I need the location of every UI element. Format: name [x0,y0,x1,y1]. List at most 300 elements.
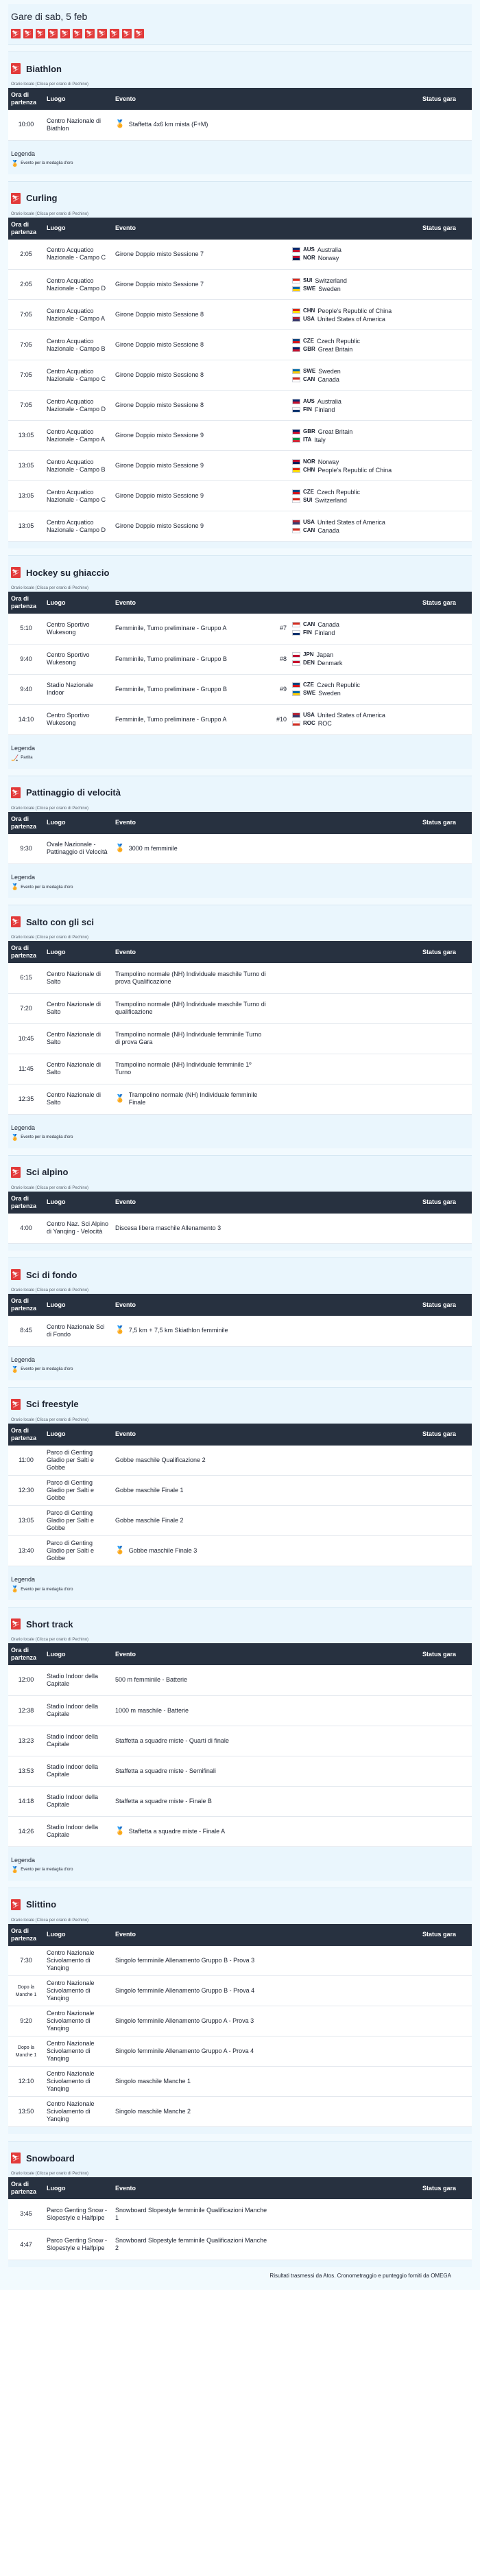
status-cell [420,240,472,270]
team-entry[interactable] [292,277,417,285]
event-name: Singolo femminile Allenamento Gruppo B - Prova 4 [115,1987,255,1994]
event-cell[interactable] [112,1476,270,1506]
header-start-time [8,1643,44,1665]
section-header [8,56,472,82]
status-cell [420,1316,472,1346]
table-row[interactable] [8,2067,472,2097]
team-entry[interactable] [292,406,417,414]
table-row[interactable] [8,511,472,542]
legend-item [11,1586,469,1593]
start-time [8,421,44,451]
venue[interactable]: Parco Genting Snow -Slopestyle e Halfpipe [44,2229,112,2260]
legend [8,735,472,762]
event-cell[interactable] [112,240,270,270]
team-entry[interactable] [292,526,417,535]
event-cell[interactable] [112,1665,270,1695]
country-name: People's Republic of China [317,466,392,474]
curling-icon[interactable]: ⛷ [24,30,32,37]
event-cell[interactable] [112,270,270,300]
venue[interactable]: Stadio Indoor della Capitale [44,1695,112,1726]
table-row[interactable] [8,2199,472,2229]
venue[interactable]: Centro Acquatico Nazionale - Campo D [44,391,112,421]
event-cell[interactable] [112,993,270,1023]
status-cell [420,1536,472,1566]
legend-item [11,1134,469,1141]
section-title: Sci di fondo [26,1269,77,1280]
country-code: ITA [303,436,312,443]
venue[interactable]: Centro Nazionale di Salto [44,1084,112,1114]
table-row[interactable] [8,1665,472,1695]
status-cell [420,2199,472,2229]
table-row[interactable] [8,2037,472,2067]
team-entry[interactable] [292,375,417,384]
table-row[interactable] [8,963,472,993]
team-entry[interactable] [292,458,417,466]
country-code: USA [303,518,315,525]
header-event: Evento [115,224,136,231]
event-cell[interactable] [112,1506,270,1536]
table-row[interactable] [8,1023,472,1054]
venue[interactable]: Centro Nazionale di Biathlon [44,110,112,140]
team-entry[interactable] [292,629,417,637]
table-row[interactable] [8,300,472,330]
legend-title: Legenda [11,1356,36,1363]
header-status: Status gara [422,819,457,826]
teams-cell[interactable] [289,704,420,734]
header-status: Status gara [422,95,457,102]
table-row[interactable] [8,1316,472,1346]
teams-cell[interactable] [289,451,420,481]
header-venue: Luogo [47,1931,66,1938]
match-number [270,511,289,542]
header-event: Evento [115,2184,136,2192]
header-venue: Luogo [47,2184,66,2192]
team-entry[interactable] [292,496,417,504]
status-cell [420,614,472,644]
team-entry[interactable] [292,681,417,689]
teams-cell[interactable] [289,511,420,542]
table-row[interactable] [8,1976,472,2006]
table-row[interactable] [8,421,472,451]
section-title: Short track [26,1618,73,1629]
header-start-time [8,592,44,614]
header-start-time-line1: Ora di [11,944,29,951]
status-cell [420,2006,472,2037]
header-start-time [8,1192,44,1214]
event-cell[interactable] [112,1726,270,1756]
table-row[interactable] [8,1726,472,1756]
table-row[interactable] [8,330,472,360]
start-time [8,1084,44,1114]
gold-medal-icon: 🏅 [11,1133,19,1141]
event-cell[interactable] [112,1946,270,1976]
section-title: Hockey su ghiaccio [26,567,110,578]
legend-title: Legenda [11,1856,36,1864]
status-cell [420,1054,472,1084]
team-entry[interactable] [292,518,417,526]
header-start-time-line2: partenza [11,1434,37,1441]
table-row[interactable] [8,481,472,511]
event-name: Trampolino normale (NH) Individuale maschile Turno di qualificazione [115,1001,266,1015]
event-cell[interactable] [112,2006,270,2037]
table-row[interactable] [8,2229,472,2260]
event-name: 3000 m femminile [128,844,178,852]
table-row[interactable] [8,704,472,734]
start-time [8,1756,44,1786]
start-time [8,451,44,481]
venue[interactable]: Centro Acquatico Nazionale - Campo D [44,511,112,542]
legend-title: Legenda [11,150,36,157]
timezone-toggle[interactable]: Orario locale (Clicca per orario di Pechino) [11,1918,89,1923]
teams-cell[interactable] [289,360,420,391]
venue[interactable]: Centro Acquatico Nazionale - Campo C [44,481,112,511]
short-track-icon[interactable]: ⛷ [110,30,119,37]
event-cell[interactable] [112,481,270,511]
country-code: AUS [303,397,315,404]
table-row[interactable] [8,240,472,270]
team-entry[interactable] [292,711,417,719]
table-row[interactable] [8,1054,472,1084]
event-name: Girone Doppio misto Sessione 8 [115,402,204,408]
timezone-toggle[interactable]: Orario locale (Clicca per orario di Pechino) [11,1288,89,1292]
venue[interactable]: Parco di Genting Gladio per Salti e Gobbe [44,1536,112,1566]
table-row[interactable] [8,2097,472,2127]
country-flag-icon [292,652,300,658]
header-match-number [270,592,289,614]
gold-medal-icon: 🏅 [115,1546,125,1555]
venue[interactable]: Centro Nazionale di Salto [44,1054,112,1084]
event-cell[interactable] [112,834,270,864]
country-code: CZE [303,337,314,344]
alpine-skiing-icon[interactable]: ⛷ [73,30,82,37]
header-venue: Luogo [47,1650,66,1658]
country-flag-icon [292,338,300,344]
team-entry[interactable] [292,466,417,474]
start-time-text: 5:10 [20,625,32,632]
section-title: Sci alpino [26,1167,69,1177]
timezone-toggle[interactable]: Orario locale (Clicca per orario di Pechino) [11,806,89,811]
venue[interactable]: Centro Nazionale Scivolamento di Yanqing [44,1976,112,2006]
team-entry[interactable] [292,488,417,496]
luge-icon[interactable]: ⛷ [123,30,131,37]
event-cell[interactable] [112,511,270,542]
table-row[interactable] [8,391,472,421]
event-name: Femminile, Turno preliminare - Gruppo A [115,625,227,632]
team-entry[interactable] [292,285,417,293]
teams-cell[interactable] [289,240,420,270]
footer-credits: Risultati trasmessi da Atos. Cronometraggio e punteggio forniti da OMEGA [269,2272,451,2279]
start-time-text: 7:05 [20,341,32,348]
table-row[interactable] [8,451,472,481]
table-row[interactable] [8,360,472,391]
header-spacer [270,88,420,110]
teams-cell[interactable] [289,674,420,704]
table-row[interactable] [8,674,472,704]
timezone-toggle[interactable]: Orario locale (Clicca per orario di Pechino) [11,1417,89,1422]
header-start-time-line1: Ora di [11,1426,29,1434]
table-row[interactable] [8,1695,472,1726]
event-cell[interactable] [112,704,270,734]
empty-cell [270,1084,420,1114]
teams-cell[interactable] [289,330,420,360]
timezone-toggle[interactable]: Orario locale (Clicca per orario di Pechino) [11,1185,89,1190]
freestyle-icon[interactable]: ⛷ [98,30,106,37]
start-time [8,2037,44,2067]
event-cell[interactable] [112,391,270,421]
event-cell[interactable] [112,2199,270,2229]
legend-title: Legenda [11,744,36,752]
venue[interactable]: Centro Acquatico Nazionale - Campo B [44,330,112,360]
cross-country-icon[interactable]: ⛷ [86,30,94,37]
team-entry[interactable] [292,397,417,406]
header-event: Evento [115,95,136,102]
timezone-toggle[interactable]: Orario locale (Clicca per orario di Pechino) [11,2172,89,2176]
venue[interactable]: Centro Acquatico Nazionale - Campo A [44,300,112,330]
venue[interactable]: Centro Sportivo Wukesong [44,644,112,674]
country-flag-icon [292,377,300,382]
event-cell[interactable] [112,644,270,674]
ski-jumping-icon[interactable]: ⛷ [61,30,69,37]
table-row[interactable] [8,110,472,140]
venue[interactable]: Centro Naz. Sci Alpino di Yanqing - Velocità [44,1214,112,1244]
teams-cell[interactable] [289,421,420,451]
venue[interactable]: Centro Nazionale Scivolamento di Yanqing [44,2037,112,2067]
start-time-text: 6:15 [20,974,32,982]
header-start-time [8,812,44,834]
header-start-time-line1: Ora di [11,220,29,228]
legend [8,864,472,891]
status-cell [420,2067,472,2097]
event-name: Singolo maschile Manche 1 [115,2078,191,2085]
table-row[interactable] [8,1536,472,1566]
start-time-text: 13:05 [18,462,34,469]
venue[interactable]: Ovale Nazionale - Pattinaggio di Velocità [44,834,112,864]
venue[interactable]: Centro Nazionale Scivolamento di Yanqing [44,2006,112,2037]
start-time [8,1316,44,1346]
country-code: USA [303,712,315,718]
table-row[interactable] [8,1214,472,1244]
event-cell[interactable] [112,2037,270,2067]
team-entry[interactable] [292,659,417,667]
table-row[interactable] [8,1786,472,1816]
legend-text: Evento per la medaglia d'oro [21,1587,73,1592]
gold-medal-icon: 🏅 [11,1365,19,1373]
country-name: Finland [314,406,335,413]
team-entry[interactable] [292,367,417,375]
table-header-row [8,941,472,963]
team-entry[interactable] [292,651,417,659]
country-name: Sweden [318,285,341,292]
status-cell [420,1084,472,1114]
ice-hockey-icon: ⛷ [11,567,21,578]
venue[interactable]: Centro Nazionale Sci di Fondo [44,1316,112,1346]
country-flag-icon [292,255,300,261]
venue[interactable]: Centro Acquatico Nazionale - Campo D [44,270,112,300]
teams-cell[interactable] [289,391,420,421]
event-cell[interactable] [112,360,270,391]
timezone-toggle[interactable]: Orario locale (Clicca per orario di Pechino) [11,82,89,86]
table-row[interactable] [8,270,472,300]
header-start-time-line2: partenza [11,952,37,959]
venue[interactable]: Centro Sportivo Wukesong [44,614,112,644]
speed-skating-icon[interactable]: ⛷ [49,30,57,37]
venue[interactable]: Parco di Genting Gladio per Salti e Gobbe [44,1476,112,1506]
event-cell[interactable] [112,2229,270,2260]
header-status: Status gara [422,2184,457,2192]
teams-cell[interactable] [289,614,420,644]
start-time-text: 7:05 [20,311,32,318]
country-code: SUI [303,496,313,503]
header-spacer [270,1424,420,1446]
venue[interactable]: Parco di Genting Gladio per Salti e Gobbe [44,1506,112,1536]
event-cell[interactable] [112,451,270,481]
team-entry[interactable] [292,254,417,262]
team-entry[interactable] [292,246,417,254]
empty-cell [270,834,420,864]
start-time-text: 12:30 [18,1487,34,1494]
table-row[interactable] [8,1476,472,1506]
event-cell[interactable] [112,1786,270,1816]
table-row[interactable] [8,1816,472,1846]
venue[interactable]: Centro Acquatico Nazionale - Campo C [44,240,112,270]
event-name: 7,5 km + 7,5 km Skiathlon femminile [128,1327,228,1334]
venue[interactable]: Stadio Indoor della Capitale [44,1756,112,1786]
table-row[interactable] [8,993,472,1023]
venue[interactable]: Stadio Indoor della Capitale [44,1786,112,1816]
teams-cell[interactable] [289,644,420,674]
event-cell[interactable] [112,1816,270,1846]
country-name: Czech Republic [317,488,361,496]
venue[interactable]: Stadio Indoor della Capitale [44,1816,112,1846]
header-venue: Luogo [47,819,66,826]
legend-text: Evento per la medaglia d'oro [21,1367,73,1371]
venue[interactable]: Centro Acquatico Nazionale - Campo A [44,421,112,451]
country-name: Canada [317,526,339,534]
team-entry[interactable] [292,436,417,444]
teams-cell[interactable] [289,270,420,300]
table-row[interactable] [8,1446,472,1476]
event-cell[interactable] [112,1536,270,1566]
team-entry[interactable] [292,428,417,436]
sport-filter-icons [11,29,469,38]
empty-cell [270,2037,420,2067]
ice-hockey-icon[interactable]: ⛷ [36,30,45,37]
venue[interactable]: Centro Nazionale di Salto [44,1023,112,1054]
venue[interactable]: Centro Nazionale di Salto [44,993,112,1023]
event-name: Discesa libera maschile Allenamento 3 [115,1224,221,1231]
legend-text: Evento per la medaglia d'oro [21,1135,73,1139]
start-time [8,1023,44,1054]
team-entry[interactable] [292,689,417,697]
venue[interactable]: Centro Nazionale di Salto [44,963,112,993]
event-cell[interactable] [112,110,270,140]
event-cell[interactable] [112,2097,270,2127]
venue[interactable]: Centro Sportivo Wukesong [44,704,112,734]
event-cell[interactable] [112,1054,270,1084]
gold-medal-icon: 🏅 [115,120,125,129]
header-start-time-line2: partenza [11,822,37,830]
start-time-text: 12:38 [18,1706,34,1714]
table-row[interactable] [8,1506,472,1536]
biathlon-icon[interactable]: ⛷ [12,30,20,37]
table-row[interactable] [8,1946,472,1976]
event-cell[interactable] [112,1214,270,1244]
teams-cell[interactable] [289,300,420,330]
table-row[interactable] [8,1084,472,1114]
event-cell[interactable] [112,1756,270,1786]
section-header [8,186,472,212]
timezone-toggle[interactable]: Orario locale (Clicca per orario di Pechino) [11,211,89,216]
table-row[interactable] [8,614,472,644]
venue[interactable]: Centro Nazionale Scivolamento di Yanqing [44,2067,112,2097]
table-row[interactable] [8,2006,472,2037]
venue[interactable]: Centro Acquatico Nazionale - Campo B [44,451,112,481]
team-entry[interactable] [292,337,417,345]
snowboard-icon[interactable]: ⛷ [135,30,143,37]
event-cell[interactable] [112,674,270,704]
venue[interactable]: Stadio Nazionale Indoor [44,674,112,704]
country-flag-icon [292,437,300,443]
timezone-toggle[interactable]: Orario locale (Clicca per orario di Pechino) [11,936,89,940]
venue[interactable]: Stadio Indoor della Capitale [44,1726,112,1756]
event-cell[interactable] [112,330,270,360]
team-entry[interactable] [292,620,417,629]
event-cell[interactable] [112,1695,270,1726]
ski-jumping-icon: ⛷ [11,916,21,927]
status-cell [420,1976,472,2006]
team-entry[interactable] [292,719,417,728]
table-row[interactable] [8,834,472,864]
team-entry[interactable] [292,315,417,323]
start-time [8,240,44,270]
timezone-toggle[interactable]: Orario locale (Clicca per orario di Pechino) [11,586,89,590]
table-row[interactable] [8,1756,472,1786]
status-cell [420,1023,472,1054]
status-cell [420,300,472,330]
start-time-text: 7:05 [20,371,32,378]
header-status: Status gara [422,1198,457,1205]
event-cell[interactable] [112,1976,270,2006]
event-cell[interactable] [112,1316,270,1346]
venue[interactable]: Stadio Indoor della Capitale [44,1665,112,1695]
country-code: CZE [303,488,314,495]
timezone-toggle[interactable]: Orario locale (Clicca per orario di Pechino) [11,1638,89,1642]
event-cell[interactable] [112,614,270,644]
venue[interactable]: Parco di Genting Gladio per Salti e Gobbe [44,1446,112,1476]
teams-cell[interactable] [289,481,420,511]
venue[interactable]: Centro Nazionale Scivolamento di Yanqing [44,2097,112,2127]
header-start-time [8,218,44,240]
team-entry[interactable] [292,345,417,353]
event-cell[interactable] [112,300,270,330]
event-cell[interactable] [112,1084,270,1114]
start-time-text: 13:05 [18,492,34,499]
venue[interactable]: Centro Acquatico Nazionale - Campo C [44,360,112,391]
start-time [8,2199,44,2229]
event-cell[interactable] [112,963,270,993]
event-cell[interactable] [112,1023,270,1054]
country-code: CAN [303,620,315,627]
event-cell[interactable] [112,421,270,451]
table-row[interactable] [8,644,472,674]
venue[interactable]: Centro Nazionale Scivolamento di Yanqing [44,1946,112,1976]
sport-section [8,905,472,1148]
header-start-time [8,941,44,963]
team-entry[interactable] [292,307,417,315]
event-cell[interactable] [112,1446,270,1476]
event-cell[interactable] [112,2067,270,2097]
venue[interactable]: Parco Genting Snow -Slopestyle e Halfpipe [44,2199,112,2229]
